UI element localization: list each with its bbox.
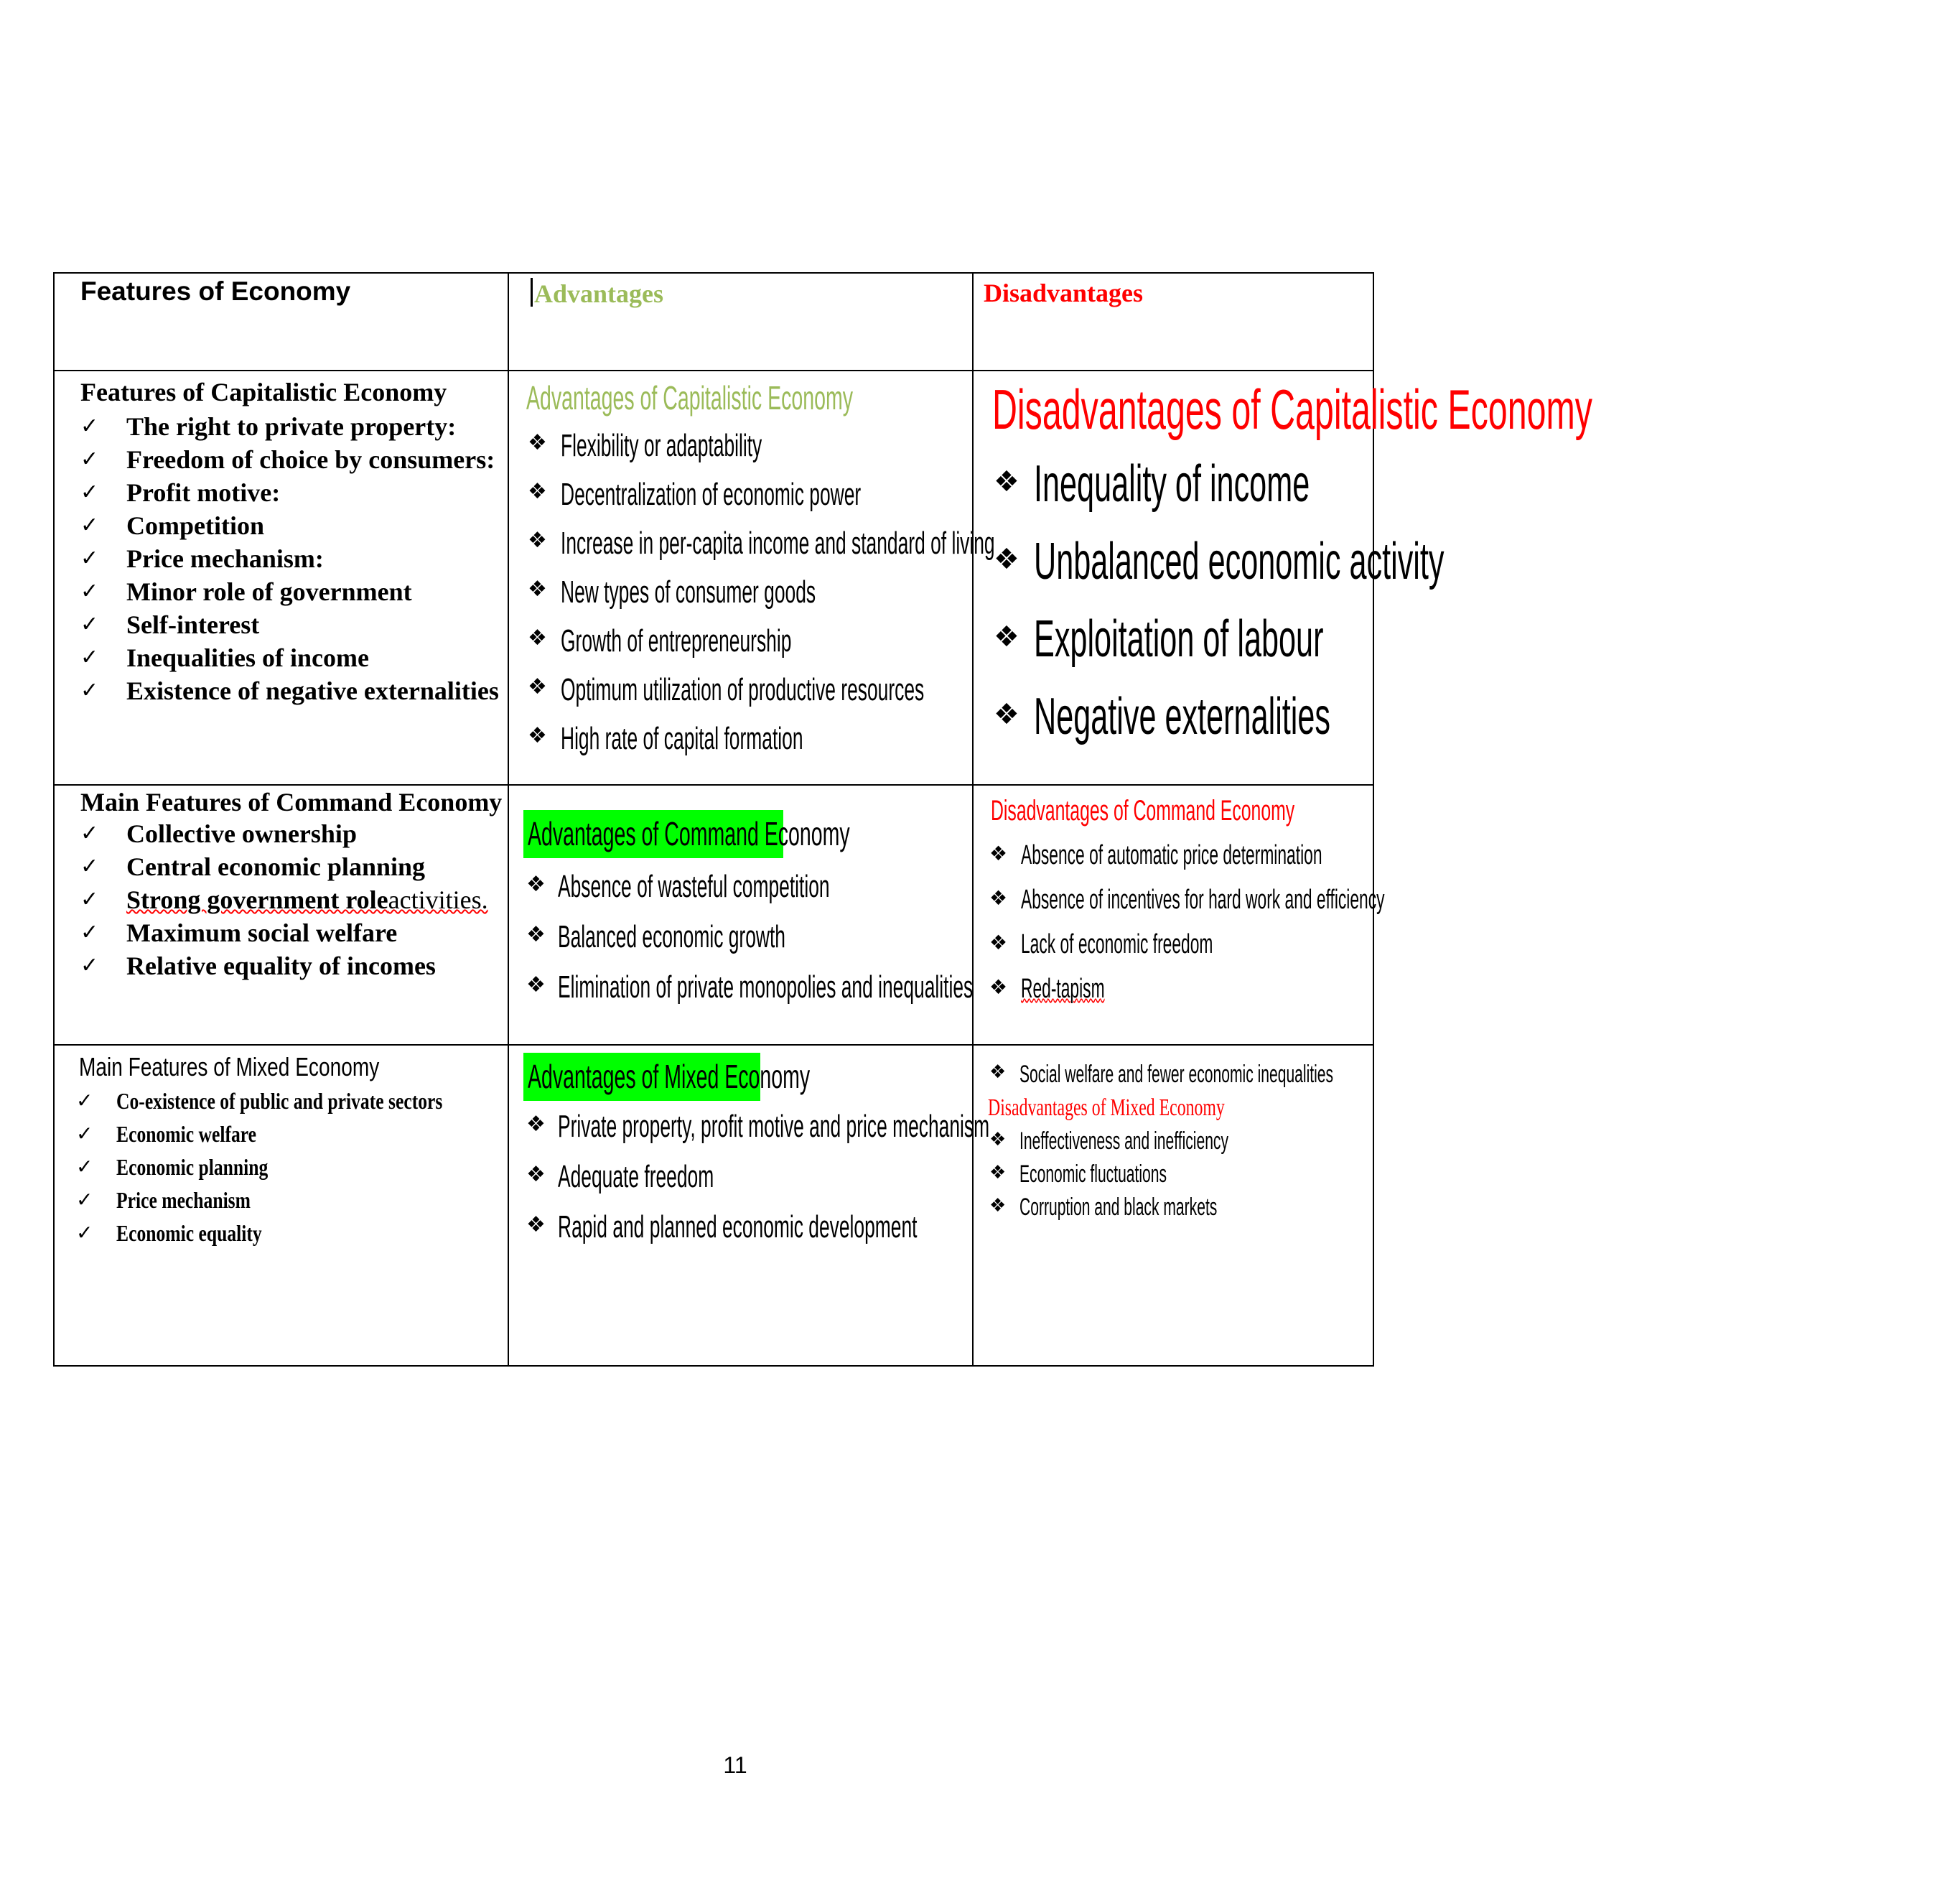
check-mark-icon: ✓ (80, 645, 99, 670)
command-disadvantages-cell (973, 785, 1385, 1045)
check-mark-icon: ✓ (76, 1089, 93, 1112)
check-mark-icon: ✓ (80, 953, 99, 978)
check-mark-icon: ✓ (76, 1188, 93, 1211)
list-item: ❖ Absence of automatic price determination (989, 840, 1322, 870)
mixed-advantages-title (523, 1053, 972, 1097)
header-advantages-label: Advantages (534, 279, 664, 308)
check-mark-icon: ✓ (80, 546, 99, 571)
header-features-cell (54, 273, 508, 371)
four-diamond-bullet-icon: ❖ (989, 1061, 1007, 1083)
mixed-features-title: Main Features of Mixed Economy (79, 1052, 380, 1081)
command-features-cell (54, 785, 508, 1045)
four-diamond-bullet-icon: ❖ (994, 620, 1019, 653)
check-mark-icon: ✓ (80, 920, 99, 945)
four-diamond-bullet-icon: ❖ (528, 479, 547, 504)
capitalistic-disadvantages-title: Disadvantages of Capitalistic Economy (992, 378, 1592, 441)
header-advantages-title (531, 278, 972, 309)
capitalistic-features-cell (54, 371, 508, 785)
highlighted-title: Advantages of Command Economy (523, 810, 783, 858)
check-mark-icon: ✓ (80, 480, 99, 505)
check-mark-icon: ✓ (80, 854, 99, 879)
four-diamond-bullet-icon: ❖ (994, 698, 1019, 731)
list-item: ✓ Inequalities of income (55, 641, 508, 674)
check-mark-icon: ✓ (76, 1155, 93, 1178)
list-item: ✓ Competition (55, 509, 508, 542)
mixed-advantages-cell (508, 1045, 990, 1366)
list-item: ❖ Adequate freedom (526, 1159, 714, 1194)
check-mark-icon: ✓ (80, 513, 99, 538)
four-diamond-bullet-icon: ❖ (528, 674, 547, 699)
four-diamond-bullet-icon: ❖ (989, 842, 1008, 865)
four-diamond-bullet-icon: ❖ (526, 1112, 546, 1137)
four-diamond-bullet-icon: ❖ (528, 528, 547, 553)
list-item: ❖ Balanced economic growth (526, 919, 785, 954)
four-diamond-bullet-icon: ❖ (989, 1129, 1007, 1150)
command-features-list (55, 817, 508, 982)
list-item: ❖ Inequality of income (994, 455, 1310, 513)
list-item: ✓ Maximum social welfare (55, 916, 508, 949)
list-item: ✓ Existence of negative externalities (55, 674, 508, 707)
four-diamond-bullet-icon: ❖ (989, 1195, 1007, 1216)
capitalistic-row (54, 371, 1373, 785)
list-item: ❖ Decentralization of economic power (528, 477, 862, 512)
command-row (54, 785, 1373, 1045)
capitalistic-disadvantages-cell (973, 371, 1592, 785)
check-mark-icon: ✓ (80, 887, 99, 912)
list-item: ❖ Unbalanced economic activity (994, 533, 1445, 590)
list-item: ✓ Relative equality of incomes (55, 949, 508, 982)
list-item: ❖ Economic fluctuations (989, 1160, 1167, 1188)
list-item: ❖ Exploitation of labour (994, 610, 1324, 668)
capitalistic-advantages-list (509, 422, 995, 763)
four-diamond-bullet-icon: ❖ (528, 625, 547, 651)
list-item: ✓ Economic planning (55, 1150, 508, 1183)
check-mark-icon: ✓ (80, 414, 99, 439)
capitalistic-disadvantages-list (974, 445, 1445, 755)
text-cursor (531, 278, 533, 307)
four-diamond-bullet-icon: ❖ (526, 972, 546, 997)
list-item: ❖ Private property, profit motive and price mechanism (526, 1109, 990, 1144)
command-advantages-title (523, 810, 972, 855)
list-item: ❖ Optimum utilization of productive resources (528, 672, 925, 707)
command-advantages-cell (508, 785, 973, 1045)
mixed-advantage-extra-list (974, 1057, 1373, 1092)
list-item: ✓ Price mechanism: (55, 542, 508, 575)
four-diamond-bullet-icon: ❖ (989, 886, 1008, 910)
list-item: ❖ Ineffectiveness and inefficiency (989, 1127, 1229, 1155)
list-item: ❖ Elimination of private monopolies and inequalities (526, 969, 974, 1005)
four-diamond-bullet-icon: ❖ (989, 1162, 1007, 1183)
mixed-advantages-list (509, 1102, 990, 1252)
mixed-disadvantages-title: Disadvantages of Mixed Economy (988, 1094, 1225, 1121)
list-item: ✓ Collective ownership (55, 817, 508, 850)
page-number: 11 (723, 1752, 747, 1778)
command-disadvantages-title: Disadvantages of Command Economy (991, 795, 1295, 827)
list-item: ✓ Minor role of government (55, 575, 508, 608)
command-advantages-list (509, 862, 972, 1013)
four-diamond-bullet-icon: ❖ (526, 872, 546, 897)
list-item: ❖ Increase in per-capita income and standard of living (528, 526, 995, 561)
check-mark-icon: ✓ (80, 821, 99, 846)
four-diamond-bullet-icon: ❖ (994, 543, 1019, 576)
highlighted-title: Advantages of Mixed Economy (523, 1053, 760, 1101)
four-diamond-bullet-icon: ❖ (528, 723, 547, 748)
capitalistic-features-title: Features of Capitalistic Economy (80, 378, 447, 406)
list-item: ❖ Flexibility or adaptability (528, 428, 762, 463)
check-mark-icon: ✓ (76, 1221, 93, 1244)
check-mark-icon: ✓ (80, 447, 99, 472)
command-features-title: Main Features of Command Economy (80, 788, 503, 816)
header-disadvantages-cell (973, 273, 1373, 371)
capitalistic-features-list (55, 410, 508, 707)
list-item: ✓ The right to private property: (55, 410, 508, 443)
list-item: ✓ Economic welfare (55, 1117, 508, 1150)
four-diamond-bullet-icon: ❖ (526, 1212, 546, 1237)
strong-government-role-text: Strong government role (126, 885, 388, 914)
list-item: ❖ New types of consumer goods (528, 574, 816, 610)
list-item: ✓ Freedom of choice by consumers: (55, 443, 508, 476)
list-item: ✓ Economic equality (55, 1216, 508, 1250)
four-diamond-bullet-icon: ❖ (989, 975, 1008, 999)
list-item: ✓ Co-existence of public and private sectors (55, 1084, 508, 1117)
four-diamond-bullet-icon: ❖ (989, 931, 1008, 954)
list-item: ✓ Self-interest (55, 608, 508, 641)
list-item: ❖ Social welfare and fewer economic inequalities (989, 1061, 1334, 1088)
economy-comparison-table (53, 272, 1592, 1367)
list-item: ❖ Negative externalities (994, 688, 1331, 745)
capitalistic-advantages-cell (508, 371, 995, 785)
list-item: ✓ Profit motive: (55, 476, 508, 509)
four-diamond-bullet-icon: ❖ (526, 1162, 546, 1187)
list-item (55, 883, 508, 916)
list-item: ❖ Rapid and planned economic development (526, 1209, 918, 1244)
header-disadvantages-title: Disadvantages (984, 279, 1144, 307)
check-mark-icon: ✓ (80, 678, 99, 703)
list-item: ❖ Growth of entrepreneurship (528, 623, 792, 659)
capitalistic-advantages-title: Advantages of Capitalistic Economy (526, 379, 853, 417)
header-advantages-cell (508, 273, 973, 371)
check-mark-icon: ✓ (76, 1122, 93, 1145)
four-diamond-bullet-icon: ❖ (528, 577, 547, 602)
list-item: ✓ Price mechanism (55, 1183, 508, 1216)
mixed-features-cell (54, 1045, 508, 1366)
mixed-features-list (55, 1084, 508, 1250)
four-diamond-bullet-icon: ❖ (528, 430, 547, 455)
list-item: ❖ High rate of capital formation (528, 721, 803, 756)
list-item: ❖ Absence of wasteful competition (526, 869, 830, 904)
four-diamond-bullet-icon: ❖ (994, 465, 1019, 498)
check-mark-icon: ✓ (80, 612, 99, 637)
header-features-title: Features of Economy (80, 276, 351, 306)
list-item: ❖ Lack of economic freedom (989, 929, 1213, 959)
list-item: ❖ Red-tapism (989, 974, 1105, 1004)
list-item: ✓ Central economic planning (55, 850, 508, 883)
mixed-disadvantages-cell (973, 1045, 1373, 1366)
list-item: ❖ Absence of incentives for hard work and efficiency (989, 885, 1385, 915)
activities-suffix: activities. (388, 885, 488, 914)
list-item: ❖ Corruption and black markets (989, 1194, 1218, 1221)
mixed-disadvantages-list (974, 1125, 1373, 1224)
four-diamond-bullet-icon: ❖ (526, 922, 546, 947)
header-row (54, 273, 1373, 371)
mixed-row (54, 1045, 1373, 1366)
check-mark-icon: ✓ (80, 579, 99, 604)
command-disadvantages-list (974, 833, 1385, 1011)
